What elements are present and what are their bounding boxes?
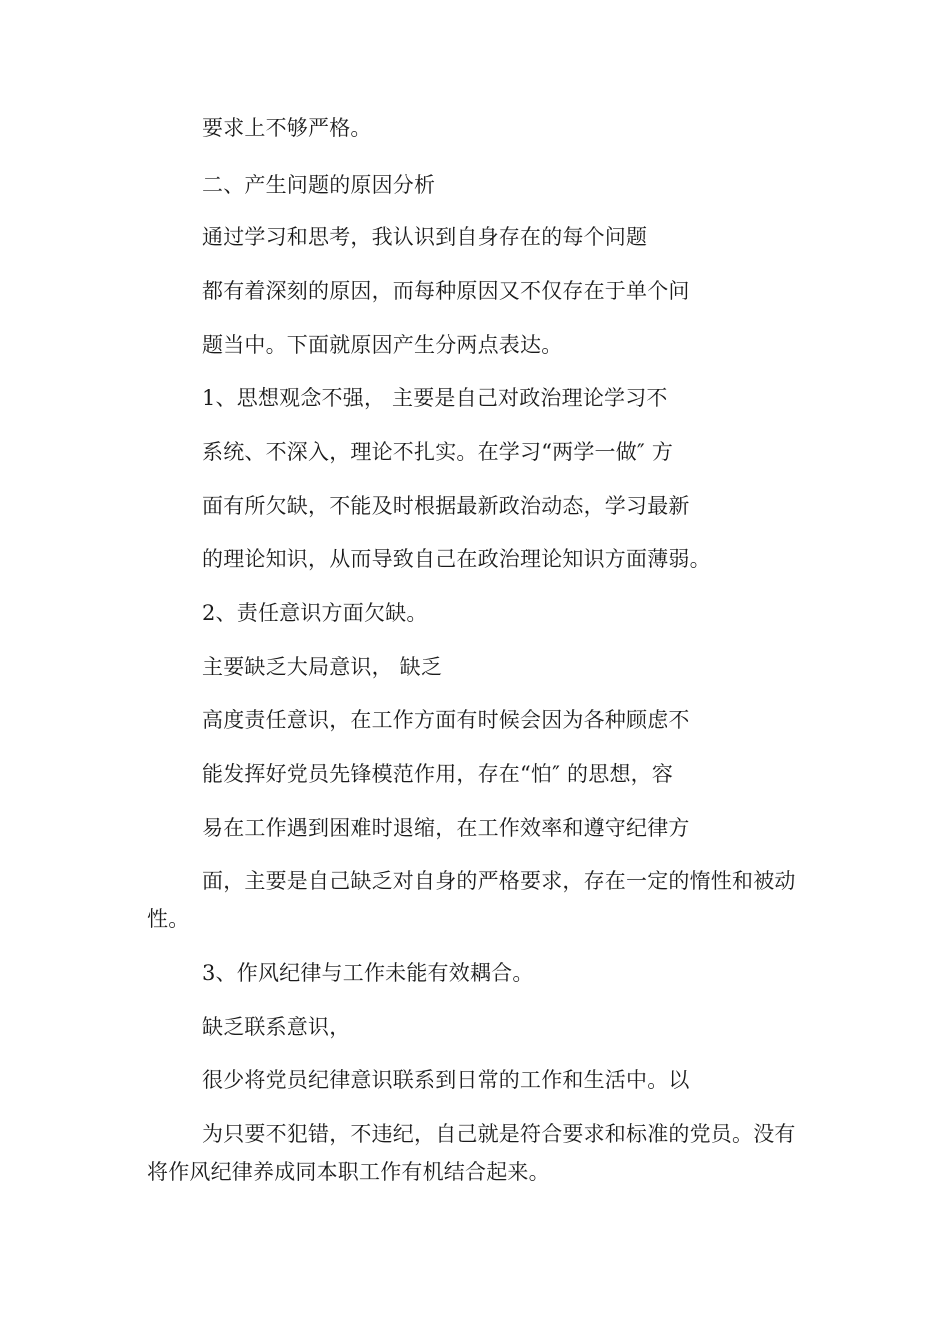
text-line: 能发挥好党员先锋模范作用，存在“怕″ 的思想，容 — [202, 762, 674, 786]
text-line: 都有着深刻的原因，而每种原因又不仅存在于单个问 — [202, 279, 690, 303]
text-line: 将作风纪律养成同本职工作有机结合起来。 — [147, 1160, 550, 1184]
text-line: 题当中。下面就原因产生分两点表达。 — [202, 333, 563, 357]
text-line: 为只要不犯错，不违纪，自己就是符合要求和标准的党员。没有 — [202, 1122, 796, 1146]
text-line: 高度责任意识，在工作方面有时候会因为各种顾虑不 — [202, 708, 690, 732]
text-line: 主要缺乏大局意识， 缺乏 — [202, 655, 443, 679]
text-line: 3、作风纪律与工作未能有效耦合。 — [202, 961, 534, 985]
section-heading: 二、产生问题的原因分析 — [202, 173, 436, 197]
text-line: 面有所欠缺，不能及时根据最新政治动态，学习最新 — [202, 494, 690, 518]
text-line: 的理论知识，从而导致自己在政治理论知识方面薄弱。 — [202, 547, 711, 571]
text-line: 性。 — [147, 907, 190, 931]
text-line: 缺乏联系意识， — [202, 1015, 351, 1039]
text-line: 通过学习和思考，我认识到自身存在的每个问题 — [202, 225, 648, 249]
text-line: 系统、不深入，理论不扎实。在学习“两学一做″ 方 — [202, 440, 674, 464]
text-line: 易在工作遇到困难时退缩，在工作效率和遵守纪律方 — [202, 816, 690, 840]
text-line: 要求上不够严格。 — [202, 116, 372, 140]
text-line: 1、思想观念不强， 主要是自己对政治理论学习不 — [202, 386, 668, 410]
text-line: 很少将党员纪律意识联系到日常的工作和生活中。以 — [202, 1068, 690, 1092]
text-line: 2、责任意识方面欠缺。 — [202, 601, 428, 625]
text-line: 面，主要是自己缺乏对自身的严格要求，存在一定的惰性和被动 — [202, 869, 796, 893]
